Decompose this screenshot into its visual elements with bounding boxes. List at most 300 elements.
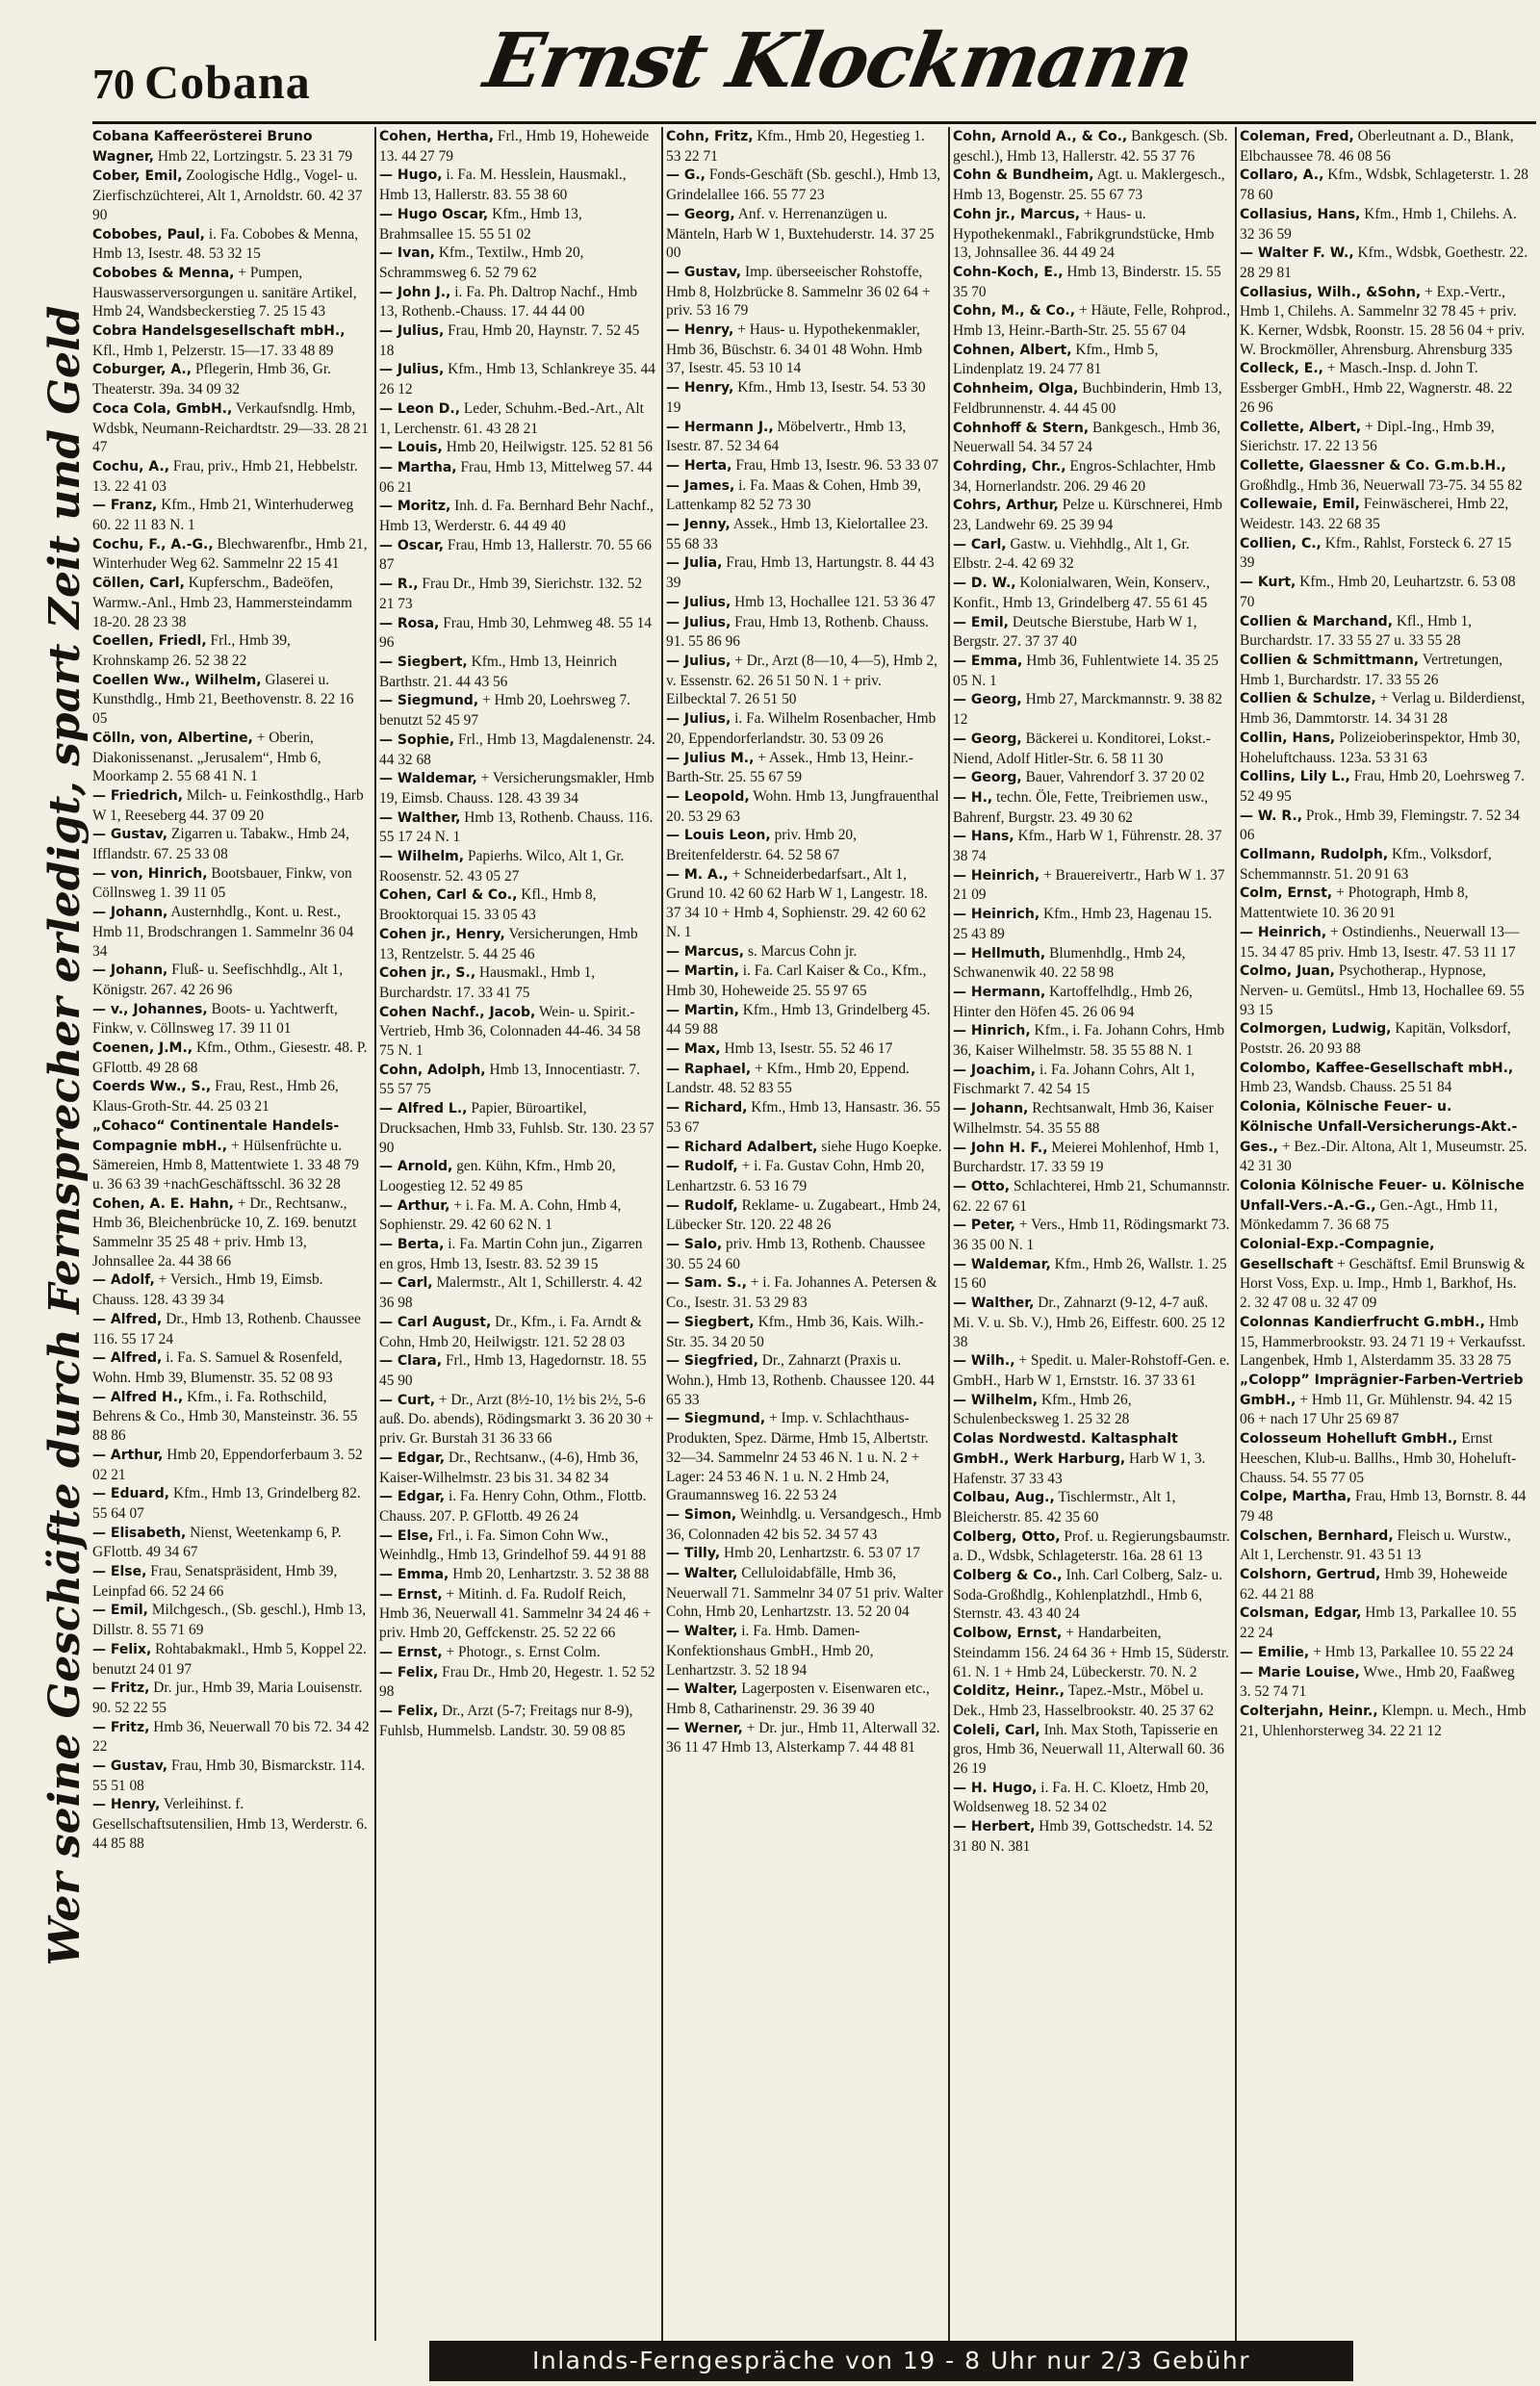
directory-entry: [1240, 1235, 1528, 1313]
entry-details: Frl., Hmb 13, Magdalenenstr. 24. 44 32 68: [379, 731, 655, 768]
directory-entry: [666, 1505, 943, 1544]
directory-entry: [92, 496, 370, 534]
entry-details: Lagerposten v. Eisenwaren etc., Hmb 8, Catharinenstr. 29. 36 39 40: [666, 1680, 930, 1717]
entry-details: Hmb 36, Fuhlentwiete 14. 35 25 05 N. 1: [953, 652, 1219, 689]
entry-details: + Hülsenfrüchte u. Sämereien, Hmb 8, Mattentwiete 1. 33 48 79 u. 36 63 39 +nachGeschäftsschl. 36 32 28: [92, 1137, 359, 1193]
directory-entry: [379, 1273, 656, 1312]
directory-entry: [1240, 1059, 1528, 1097]
directory-entry: [379, 497, 656, 535]
page-number: 70: [92, 61, 135, 108]
entry-details: techn. Öle, Fette, Treibriemen usw., Bahrenf, Burgstr. 23. 49 30 62: [953, 788, 1209, 826]
directory-entry: [953, 652, 1230, 690]
directory-entry: [953, 127, 1230, 166]
directory-entry: [1240, 1176, 1528, 1235]
entry-name: — Hans,: [953, 829, 1014, 845]
entry-details: Imp. überseeischer Rohstoffe, Hmb 8, Holzbrücke 8. Sammelnr 36 02 64 + priv. 53 16 79: [666, 263, 931, 320]
entry-name: Cöllen, Carl,: [92, 576, 185, 592]
entry-details: Zigarren u. Tabakw., Hmb 24, Ifflandstr. 67. 25 33 08: [92, 826, 349, 863]
entry-name: — Johann,: [953, 1101, 1029, 1117]
entry-details: Hmb 13, Isestr. 55. 52 46 17: [724, 1040, 893, 1058]
entry-details: Schlachterei, Hmb 21, Schumannstr. 62. 22 67 61: [953, 1177, 1230, 1215]
directory-entry: [1240, 729, 1528, 767]
entry-details: Frau, Hmb 20, Haynstr. 7. 52 45 18: [379, 322, 640, 359]
entry-name: — Hellmuth,: [953, 945, 1046, 962]
entry-details: + Verlag u. Bilderdienst, Hmb 36, Dammtorstr. 14. 34 31 28: [1240, 690, 1526, 728]
entry-name: — Hugo,: [379, 167, 443, 184]
directory-entry: [379, 614, 656, 653]
entry-details: + Dr., Arzt (8—10, 4—5), Hmb 2, v. Essenstr. 62. 26 51 50 N. 1 + priv. Eilbecktal 7. 26 51 50: [666, 652, 938, 708]
directory-entry: [666, 826, 943, 864]
entry-name: — Emil,: [92, 1603, 148, 1619]
directory-entry: [379, 1351, 656, 1390]
entry-details: + Oberin, Diakonissenanst. „Jerusalem“, Hmb 6, Moorkamp 2. 55 68 41 N. 1: [92, 729, 321, 785]
directory-entry: [1240, 418, 1528, 456]
directory-entry: [953, 944, 1230, 983]
entry-details: Kfm., Hmb 23, Hagenau 15. 25 43 89: [953, 906, 1213, 942]
directory-entry: [953, 1351, 1230, 1390]
entry-details: + Masch.-Insp. d. John T. Essberger GmbH., Hmb 22, Wagnerstr. 48. 22 26 96: [1240, 360, 1513, 416]
directory-entry: [1240, 456, 1528, 495]
entry-details: Tischlermstr., Alt 1, Bleicherstr. 85. 42 35 60: [953, 1489, 1176, 1526]
entry-details: Verkaufsndlg. Hmb, Wdsbk, Neumann-Reichardtstr. 29—33. 28 21 47: [92, 399, 369, 456]
entry-details: + Mitinh. d. Fa. Rudolf Reich, Hmb 36, Neuerwall 41. Sammelnr 34 24 46 + priv. Hmb 20, Geffckenstr. 25. 52 22 66: [379, 1585, 652, 1642]
directory-entry: [1240, 283, 1528, 360]
directory-entry: [953, 1566, 1230, 1624]
directory-entry: [953, 983, 1230, 1021]
entry-name: Cohnheim, Olga,: [953, 381, 1079, 398]
directory-entry: [379, 244, 656, 282]
directory-entry: [92, 671, 370, 729]
directory-entry: [379, 1643, 656, 1663]
entry-details: Kfm., Hmb 36, Kais. Wilh.-Str. 35. 34 20 50: [666, 1313, 924, 1350]
entry-details: Nienst, Weetenkamp 6, P. GFlottb. 49 34 67: [92, 1524, 342, 1561]
entry-name: — Elisabeth,: [92, 1525, 187, 1541]
entry-name: — Peter,: [953, 1218, 1015, 1234]
directory-entry: [379, 166, 656, 204]
entry-name: — Curt,: [379, 1392, 436, 1408]
directory-entry: [92, 1310, 370, 1348]
entry-details: Bäckerei u. Konditorei, Lokst.-Niend, Adolf Hitler-Str. 6. 58 11 30: [953, 730, 1211, 767]
directory-entry: [953, 1527, 1230, 1566]
entry-details: Verleihinst. f. Gesellschaftsutensilien, Hmb 13, Werderstr. 6. 44 85 88: [92, 1796, 368, 1852]
entry-name: — Julius,: [666, 614, 732, 630]
entry-name: Coellen Ww., Wilhelm,: [92, 672, 262, 688]
entry-details: Engros-Schlachter, Hmb 34, Hornerlandstr. 206. 29 46 20: [953, 457, 1216, 495]
entry-details: Kfm., Othm., Giesestr. 48. P. GFlottb. 49 28 68: [92, 1039, 368, 1076]
entry-details: Klempn. u. Mech., Hmb 21, Uhlenhorsterweg 34. 22 21 12: [1240, 1702, 1527, 1739]
entry-name: — Emma,: [953, 653, 1023, 669]
directory-entry: [953, 1817, 1230, 1856]
entry-details: Frau, Hmb 13, Bornstr. 8. 44 79 48: [1240, 1488, 1527, 1525]
entry-name: Colas Nordwestd. Kaltasphalt GmbH., Werk Harburg,: [953, 1431, 1178, 1467]
entry-details: Gen.-Agt., Hmb 11, Mönkedamm 7. 36 68 75: [1240, 1196, 1498, 1234]
entry-name: — Marie Louise,: [1240, 1664, 1360, 1680]
entry-details: Weinhdlg. u. Versandgesch., Hmb 36, Colonnaden 42 bis 52. 34 57 43: [666, 1505, 942, 1543]
directory-entry: [666, 1719, 943, 1757]
directory-entry: [379, 847, 656, 885]
entry-details: Psychotherap., Hypnose, Nerven- u. Gemütsl., Hmb 13, Hochallee 69. 55 93 15: [1240, 962, 1525, 1018]
directory-entry: [953, 905, 1230, 943]
directory-entry: [92, 225, 370, 264]
entry-name: — Arthur,: [92, 1447, 164, 1463]
directory-entry: [1240, 1663, 1528, 1702]
directory-entry: [379, 438, 656, 458]
directory-entry: [379, 691, 656, 730]
directory-entry: [92, 1562, 370, 1601]
entry-name: — Walter F. W.,: [1240, 245, 1354, 262]
entry-details: Frau, Rest., Hmb 26, Klaus-Groth-Str. 44. 25 03 21: [92, 1078, 339, 1116]
entry-details: Bankgesch., Hmb 36, Neuerwall 54. 34 57 24: [953, 419, 1220, 456]
entry-details: + Hmb 20, Loehrsweg 7. benutzt 52 45 97: [379, 692, 631, 730]
column-1: [92, 127, 370, 2341]
directory-entry: [666, 127, 943, 166]
directory-entry: [379, 1313, 656, 1351]
entry-details: + i. Fa. Gustav Cohn, Hmb 20, Lenhartzstr. 6. 53 16 79: [666, 1158, 925, 1194]
entry-name: Cohnen, Albert,: [953, 342, 1072, 358]
entry-details: s. Marcus Cohn jr.: [747, 942, 858, 960]
entry-name: Cohen Nachf., Jacob,: [379, 1004, 536, 1020]
directory-entry: [1240, 1313, 1528, 1371]
entry-details: Frl., i. Fa. Simon Cohn Ww., Weinhdlg., Hmb 13, Grindelhof 59. 44 91 88: [379, 1527, 647, 1564]
entry-name: Coellen, Friedl,: [92, 633, 207, 650]
directory-entry: [1240, 884, 1528, 922]
column-rule: [661, 127, 663, 2341]
entry-details: Kfm., Hmb 13, Grindelberg 45. 44 59 88: [666, 1001, 931, 1039]
directory-entry: [92, 1077, 370, 1116]
entry-details: + Kfm., Hmb 20, Eppend. Landstr. 48. 52 83 55: [666, 1060, 910, 1097]
entry-name: — Julius,: [666, 594, 732, 610]
entry-name: — Eduard,: [92, 1486, 170, 1502]
entry-details: Dr., Arzt (5-7; Freitags nur 8-9), Fuhlsb, Hummelsb. Landstr. 30. 59 08 85: [379, 1702, 633, 1739]
entry-name: — Fritz,: [92, 1680, 150, 1697]
entry-name: Colbau, Aug.,: [953, 1490, 1055, 1506]
directory-entry: [1240, 573, 1528, 611]
directory-entry: [666, 476, 943, 515]
directory-entry: [92, 903, 370, 961]
entry-details: Kfm., Hmb 13, Schlankreye 35. 44 26 12: [379, 361, 655, 398]
entry-name: — Fritz,: [92, 1719, 150, 1735]
entry-details: Frau, Hmb 13, Hartungstr. 8. 44 43 39: [666, 554, 935, 592]
entry-details: Kfm., Hmb 20, Leuhartzstr. 6. 53 08 70: [1240, 574, 1516, 610]
entry-name: — Moritz,: [379, 499, 451, 515]
entry-details: Hmb 13, Binderstr. 15. 55 35 70: [953, 263, 1221, 300]
entry-details: Kfl., Hmb 1, Pelzerstr. 15—17. 33 48 89: [92, 342, 334, 359]
entry-name: Colditz, Heinr.,: [953, 1683, 1065, 1700]
entry-details: + Dr., Arzt (8½-10, 1½ bis 2½, 5-6 auß. Do. abends), Rödingsmarkt 3. 36 20 30 + priv. Gr. Burstah 31 36 33 66: [379, 1391, 654, 1448]
entry-name: — Otto,: [953, 1178, 1011, 1194]
entry-name: — Edgar,: [379, 1489, 446, 1505]
entry-name: — Henry,: [92, 1797, 161, 1813]
entry-details: + Versicherungsmakler, Hmb 19, Eimsb. Chauss. 128. 43 39 34: [379, 770, 654, 807]
directory-entry: [953, 341, 1230, 379]
entry-name: Cohn, Fritz,: [666, 129, 754, 144]
directory-entry: [92, 1601, 370, 1639]
entry-name: Collasius, Hans,: [1240, 206, 1361, 222]
directory-entry: [92, 729, 370, 786]
entry-name: — Hermann,: [953, 984, 1046, 1000]
directory-entry: [92, 1388, 370, 1446]
directory-entry: [1240, 767, 1528, 806]
entry-name: — Julius M.,: [666, 750, 755, 766]
entry-details: + Dipl.-Ing., Hmb 39, Sierichstr. 17. 22 13 56: [1240, 418, 1495, 455]
entry-name: — Leopold,: [666, 788, 750, 805]
entry-details: Kfm., Rahlst, Forsteck 6. 27 15 39: [1240, 534, 1512, 572]
directory-entry: [953, 827, 1230, 865]
entry-details: Leder, Schuhm.-Bed.-Art., Alt 1, Lerchenstr. 61. 43 28 21: [379, 399, 644, 437]
entry-details: Bauer, Vahrendorf 3. 37 20 02: [1025, 769, 1205, 786]
entry-name: Collmann, Rudolph,: [1240, 847, 1389, 863]
directory-entry: [666, 1157, 943, 1195]
entry-details: Kfm., Harb W 1, Führenstr. 28. 37 38 74: [953, 828, 1222, 865]
directory-entry: [379, 1585, 656, 1643]
entry-name: — Heinrich,: [1240, 924, 1327, 940]
entry-name: Cochu, F., A.-G.,: [92, 536, 214, 552]
directory-entry: [92, 127, 370, 167]
entry-details: Inh. Carl Colberg, Salz- u. Soda-Großhdlg., Kohlenplatzhdl., Hmb 6, Sternstr. 43. 43 40 24: [953, 1567, 1223, 1623]
entry-details: Kfm., Hmb 26, Schulenbecksweg 1. 25 32 28: [953, 1391, 1132, 1428]
entry-name: — Emilie,: [1240, 1644, 1310, 1660]
entry-name: — Emil,: [953, 614, 1009, 630]
entry-name: Colsman, Edgar,: [1240, 1605, 1362, 1622]
entry-name: — Alfred H.,: [92, 1389, 184, 1405]
directory-entry: [666, 1564, 943, 1622]
directory-entry: [953, 1021, 1230, 1060]
entry-name: — Leon D.,: [379, 400, 461, 417]
entry-details: Boots- u. Yachtwerft, Finkw, v. Cöllnsweg 17. 39 11 01: [92, 1000, 338, 1038]
entry-name: Cohrs, Arthur,: [953, 498, 1059, 514]
entry-details: Hausmakl., Hmb 1, Burchardstr. 17. 33 41 75: [379, 964, 596, 1001]
entry-name: — Siegmund,: [379, 693, 479, 709]
directory-entry: [92, 961, 370, 999]
entry-details: Kfm., Hmb 13, Heinrich Barthstr. 21. 44 43 56: [379, 653, 617, 690]
directory-entry: [953, 1721, 1230, 1779]
directory-entry: [1240, 534, 1528, 573]
entry-name: Cobobes, Paul,: [92, 226, 205, 243]
directory-entry: [92, 264, 370, 321]
entry-details: Dr., Rechtsanw., (4-6), Hmb 36, Kaiser-Wilhelmstr. 23 bis 31. 34 82 34: [379, 1449, 639, 1486]
directory-entry: [1240, 1603, 1528, 1642]
column-5: [1240, 127, 1528, 2341]
directory-entry: [666, 1622, 943, 1680]
entry-details: Dr., Hmb 13, Rothenb. Chaussee 116. 55 17 24: [92, 1310, 361, 1347]
entry-name: Cohen, A. E. Hahn,: [92, 1195, 234, 1212]
directory-entry: [953, 1429, 1230, 1488]
entry-name: Collien & Schulze,: [1240, 691, 1376, 707]
entry-name: — Joachim,: [953, 1062, 1037, 1078]
entry-details: Fonds-Geschäft (Sb. geschl.), Hmb 13, Grindelallee 166. 55 77 23: [666, 167, 941, 204]
entry-name: — Ivan,: [379, 245, 435, 262]
entry-name: Cohn-Koch, E.,: [953, 264, 1064, 280]
directory-entry: [666, 787, 943, 826]
entry-name: — Raphael,: [666, 1061, 752, 1077]
directory-entry: [1240, 807, 1528, 845]
entry-details: Kfm., Hmb 13, Isestr. 54. 53 30 19: [666, 379, 926, 416]
entry-details: Frau, Hmb 20, Loehrsweg 7. 52 49 95: [1240, 768, 1526, 805]
entry-details: Agt. u. Maklergesch., Hmb 13, Bogenstr. 25. 55 67 73: [953, 167, 1225, 204]
entry-details: i. Fa. Johann Cohrs, Alt 1, Fischmarkt 7. 42 54 15: [953, 1061, 1195, 1098]
directory-entry: [953, 1779, 1230, 1817]
entry-name: — Adolf,: [92, 1272, 155, 1289]
entry-name: — Hinrich,: [953, 1023, 1031, 1039]
entry-details: Fluß- u. Seefischhdlg., Alt 1, Königstr. 267. 42 26 96: [92, 962, 344, 998]
directory-entry: [92, 1116, 370, 1194]
directory-entry: [379, 575, 656, 613]
entry-name: — Kurt,: [1240, 575, 1296, 591]
entry-details: Kfm., Hmb 13, Brahmsallee 15. 55 51 02: [379, 205, 582, 243]
directory-entry: [953, 263, 1230, 301]
entry-name: Colmo, Juan,: [1240, 963, 1335, 980]
entry-details: Kfm., Hmb 20, Hegestieg 1. 53 22 71: [666, 128, 925, 165]
advertiser-logo: Ernst Klockmann: [477, 17, 1198, 105]
directory-entry: [1240, 495, 1528, 533]
entry-name: — H.,: [953, 789, 993, 806]
entry-name: — Georg,: [953, 731, 1022, 747]
directory-entry: [953, 1294, 1230, 1351]
entry-name: — Werner,: [666, 1720, 743, 1736]
entry-details: Frau Dr., Hmb 20, Hegestr. 1. 52 52 98: [379, 1663, 655, 1701]
entry-name: Coca Cola, GmbH.,: [92, 400, 233, 417]
directory-entry: [666, 1039, 943, 1060]
entry-name: — Felix,: [92, 1641, 152, 1657]
directory-entry: [1240, 651, 1528, 689]
entry-details: Kfm., i. Fa. Johann Cohrs, Hmb 36, Kaiser Wilhelmstr. 58. 35 55 88 N. 1: [953, 1022, 1225, 1060]
entry-details: Rechtsanwalt, Hmb 36, Kaiser Wilhelmstr. 54. 35 55 88: [953, 1100, 1214, 1137]
entry-details: Frl., Hmb 13, Hagedornstr. 18. 55 45 90: [379, 1352, 647, 1389]
entry-name: — Martin,: [666, 1002, 739, 1018]
entry-details: Frau, Senatspräsident, Hmb 39, Leinpfad 66. 52 24 66: [92, 1563, 338, 1600]
directory-entry: [666, 1138, 943, 1158]
entry-name: Colonnas Kandierfrucht G.mbH.,: [1240, 1314, 1485, 1330]
entry-name: — Ernst,: [379, 1644, 443, 1660]
entry-details: Kfm., Hmb 13, Hansastr. 36. 55 53 67: [666, 1099, 940, 1136]
entry-name: — Heinrich,: [953, 867, 1040, 884]
entry-name: Colschen, Bernhard,: [1240, 1527, 1394, 1544]
entry-details: Fleisch u. Wurstw., Alt 1, Lerchenstr. 91. 43 51 13: [1240, 1527, 1511, 1564]
directory-entry: [92, 1640, 370, 1679]
entry-name: — Wilh.,: [953, 1353, 1015, 1370]
entry-details: Bootsbauer, Finkw, von Cöllnsweg 1. 39 11 05: [92, 864, 352, 902]
directory-entry: [379, 925, 656, 963]
entry-details: i. Fa. M. Hesslein, Hausmakl., Hmb 13, Hallerstr. 83. 55 38 60: [379, 167, 627, 204]
entry-details: Harb W 1, 3. Hafenstr. 37 33 43: [953, 1450, 1206, 1487]
entry-details: i. Fa. S. Samuel & Rosenfeld, Wohn. Hmb 39, Blumenstr. 35. 52 08 93: [92, 1349, 343, 1386]
entry-name: — Richard Adalbert,: [666, 1139, 818, 1155]
entry-name: — Richard,: [666, 1100, 748, 1116]
directory-entry: [92, 825, 370, 863]
entry-details: Milch- u. Feinkosthdlg., Harb W 1, Reeseberg 44. 37 09 20: [92, 786, 364, 824]
directory-entry: [379, 1487, 656, 1526]
directory-entry: [953, 768, 1230, 788]
directory-entry: [953, 1624, 1230, 1681]
entry-details: + Pumpen, Hauswasserversorgungen u. sanitäre Artikel, Hmb 24, Wandsbeckerstieg 7. 25 15 43: [92, 264, 357, 321]
entry-name: — Georg,: [953, 770, 1022, 786]
entry-name: Collewaie, Emil,: [1240, 497, 1360, 513]
entry-details: i. Fa. Maas & Cohen, Hmb 39, Lattenkamp 82 52 73 30: [666, 476, 921, 514]
entry-details: Blechwarenfbr., Hmb 21, Winterhuder Weg 62. Sammelnr 22 15 41: [92, 535, 368, 573]
entry-details: + Häute, Felle, Rohprod., Hmb 13, Heinr.-Barth-Str. 25. 55 67 04: [953, 302, 1230, 340]
entry-name: — Edgar,: [379, 1450, 446, 1466]
directory-entry: [666, 378, 943, 417]
entry-details: Papier, Büroartikel, Drucksachen, Hmb 33, Fuhlsb. Str. 130. 23 57 90: [379, 1100, 654, 1156]
directory-entry: [92, 1795, 370, 1853]
directory-entry: [92, 1679, 370, 1717]
entry-name: — Tilly,: [666, 1546, 721, 1562]
directory-entry: [1240, 1429, 1528, 1487]
entry-details: Feinwäscherei, Hmb 22, Weidestr. 143. 22 68 35: [1240, 496, 1509, 533]
directory-entry: [666, 1409, 943, 1505]
entry-details: + Hmb 13, Parkallee 10. 55 22 24: [1313, 1643, 1514, 1660]
directory-entry: [379, 1527, 656, 1565]
entry-name: Cölln, von, Albertine,: [92, 730, 253, 746]
directory-entry: [666, 749, 943, 787]
entry-name: — Siegmund,: [666, 1411, 766, 1427]
directory-entry: [92, 786, 370, 825]
entry-name: — Berta,: [379, 1237, 445, 1253]
directory-entry: [953, 1177, 1230, 1216]
entry-details: Tapez.-Mstr., Möbel u. Dek., Hmb 23, Hasselbrookstr. 40. 25 37 62: [953, 1682, 1215, 1719]
directory-entry: [1240, 1643, 1528, 1663]
entry-name: — Martin,: [666, 963, 739, 980]
directory-entry: [379, 1565, 656, 1585]
entry-name: Colosseum Hohelluft GmbH.,: [1240, 1431, 1458, 1448]
directory-entry: [92, 457, 370, 496]
entry-name: — Siegbert,: [666, 1314, 755, 1330]
entry-name: — Friedrich,: [92, 787, 184, 804]
entry-name: — Siegfried,: [666, 1353, 758, 1370]
entry-name: — W. R.,: [1240, 808, 1303, 824]
directory-entry: [92, 399, 370, 457]
entry-details: Wwe., Hmb 20, Faaßweg 3. 52 74 71: [1240, 1663, 1515, 1701]
entry-name: Collin, Hans,: [1240, 730, 1336, 746]
entry-name: — Julius,: [379, 323, 445, 340]
directory-entry: [666, 515, 943, 553]
directory-entry: [379, 963, 656, 1002]
directory-entry: [379, 1157, 656, 1195]
entry-name: Cobra Handelsgesellschaft mbH.,: [92, 323, 346, 340]
entry-name: — Alfred L.,: [379, 1101, 468, 1117]
entry-name: Cochu, A.,: [92, 458, 170, 475]
directory-entry: [1240, 1097, 1528, 1176]
directory-entry: [953, 301, 1230, 340]
directory-entry: [666, 553, 943, 592]
entry-name: Coleman, Fred,: [1240, 129, 1354, 144]
entry-name: Collien & Marchand,: [1240, 613, 1394, 629]
entry-details: Frl., Hmb 19, Hoheweide 13. 44 27 79: [379, 128, 650, 165]
entry-details: Hmb 15, Hammerbrookstr. 93. 24 71 19 + Verkaufsst. Langenbek, Hmb 1, Alsterdamm 35. 33 28 75: [1240, 1313, 1526, 1370]
directory-entry: [92, 864, 370, 903]
entry-details: Kfm., Hmb 21, Winterhuderweg 60. 22 11 83 N. 1: [92, 497, 354, 534]
entry-details: Dr. jur., Hmb 39, Maria Louisenstr. 90. 52 22 55: [92, 1680, 363, 1716]
directory-entry: [379, 536, 656, 575]
directory-entry: [1240, 1487, 1528, 1526]
entry-details: siehe Hugo Koepke.: [821, 1138, 942, 1155]
entry-details: Kfm., Textilw., Hmb 20, Schrammsweg 6. 52 79 62: [379, 244, 584, 281]
entry-name: Cohn, Adolph,: [379, 1062, 486, 1078]
directory-entry: [953, 535, 1230, 574]
entry-name: — M. A.,: [666, 866, 729, 883]
directory-entry: [666, 1351, 943, 1409]
directory-entry: [666, 1273, 943, 1312]
entry-name: — Johann,: [92, 905, 168, 921]
directory-entry: [92, 360, 370, 398]
directory-entry: [1240, 205, 1528, 244]
directory-entry: [666, 205, 943, 263]
entry-name: — James,: [666, 477, 735, 494]
entry-name: — Carl August,: [379, 1314, 492, 1330]
entry-name: — Waldemar,: [379, 771, 477, 787]
entry-name: Coleli, Carl,: [953, 1722, 1040, 1738]
entry-name: — D. W.,: [953, 576, 1016, 592]
